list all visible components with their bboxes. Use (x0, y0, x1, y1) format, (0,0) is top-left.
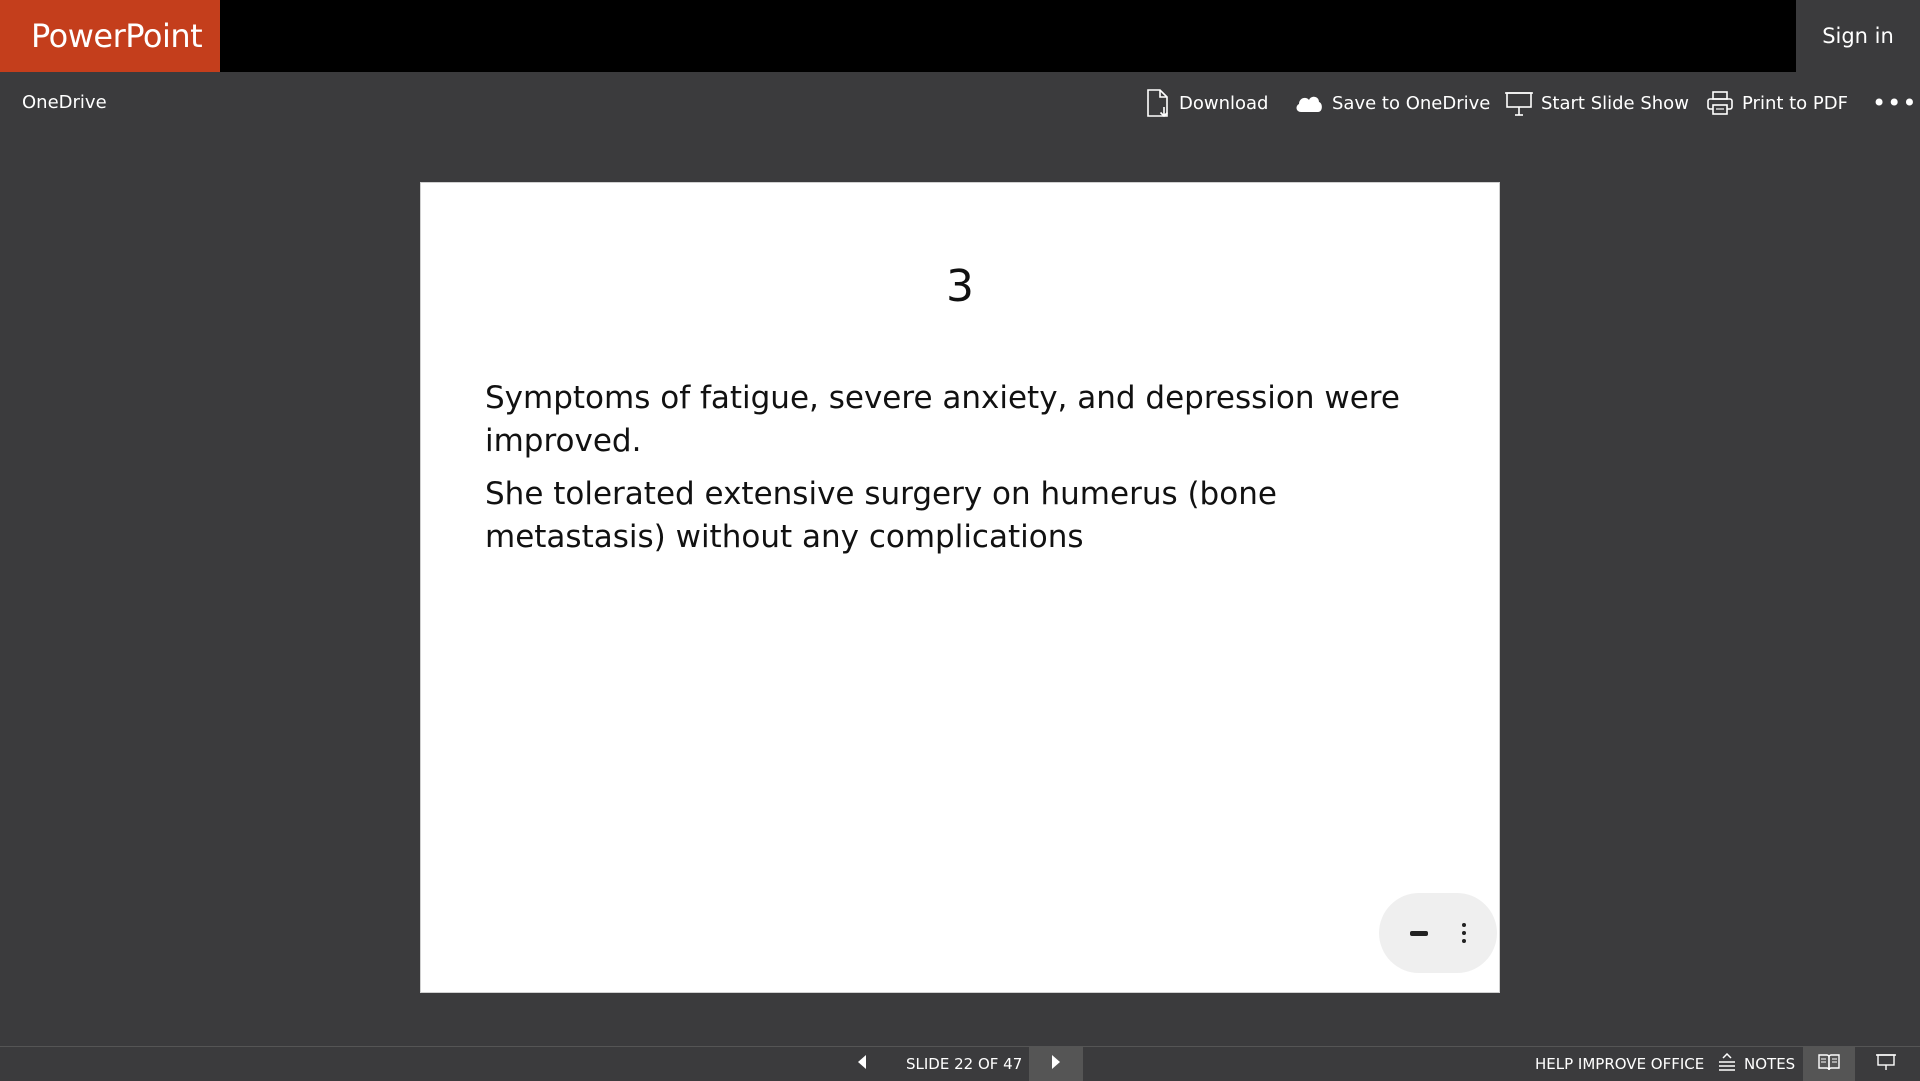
save-to-onedrive-button[interactable] (1294, 72, 1490, 134)
presentation-screen-icon (1505, 90, 1533, 116)
document-download-icon (1145, 88, 1171, 118)
start-slide-show-button[interactable] (1505, 72, 1689, 134)
command-bar (0, 72, 1920, 134)
slideshow-view-button[interactable] (1862, 1047, 1910, 1081)
kebab-icon[interactable] (1462, 923, 1466, 943)
slide-title: 3 (946, 261, 974, 312)
chevron-left-icon (856, 1054, 868, 1074)
top-bar (0, 0, 1920, 72)
sign-in-button[interactable]: Sign in (1796, 0, 1920, 72)
slide-paragraph: Symptoms of fatigue, severe anxiety, and depression were improved. (485, 380, 1400, 459)
download-label: Download (1179, 92, 1269, 114)
notes-label: NOTES (1744, 1055, 1796, 1073)
next-slide-button[interactable] (1029, 1047, 1083, 1081)
floating-controls (1379, 893, 1497, 973)
more-icon[interactable]: ••• (1872, 89, 1918, 117)
app-brand[interactable]: PowerPoint (0, 0, 220, 72)
printer-icon (1706, 90, 1734, 116)
notes-button[interactable] (1718, 1047, 1795, 1081)
notes-icon (1718, 1053, 1736, 1075)
slide-paragraph: She tolerated extensive surgery on humerus (bone metastasis) without any complications (485, 476, 1277, 555)
slide-counter: SLIDE 22 OF 47 (906, 1055, 1023, 1073)
download-button[interactable] (1145, 72, 1268, 134)
previous-slide-button[interactable] (845, 1047, 879, 1081)
print-to-pdf-button[interactable] (1706, 72, 1848, 134)
slideshow-view-icon (1876, 1053, 1896, 1075)
save-label: Save to OneDrive (1332, 92, 1491, 114)
help-improve-office-link[interactable]: HELP IMPROVE OFFICE (1535, 1055, 1705, 1073)
reading-view-icon (1818, 1053, 1840, 1075)
status-bar (0, 1046, 1920, 1080)
print-label: Print to PDF (1742, 92, 1848, 114)
slideshow-label: Start Slide Show (1541, 92, 1689, 114)
cloud-icon (1294, 92, 1324, 114)
slide-body (485, 377, 1445, 569)
onedrive-link[interactable]: OneDrive (22, 92, 107, 113)
minus-icon[interactable] (1410, 931, 1428, 936)
chevron-right-icon (1050, 1054, 1062, 1074)
reading-view-button[interactable] (1803, 1047, 1855, 1081)
slide-canvas (420, 182, 1500, 993)
